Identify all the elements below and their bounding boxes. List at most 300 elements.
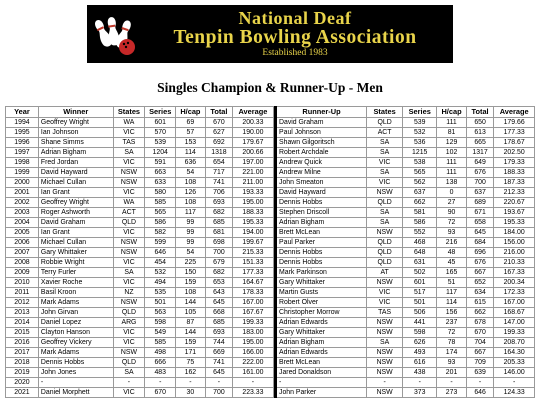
- cell-winner-average: 177.33: [233, 268, 274, 278]
- cell-year: 2016: [6, 338, 39, 348]
- cell-runner-up-average: -: [494, 378, 535, 388]
- cell-winner-total: 693: [205, 328, 232, 338]
- cell-runner-up-name: Andrew Quick: [277, 158, 367, 168]
- cell-winner-total: 682: [205, 268, 232, 278]
- cell-runner-up-series: 586: [403, 218, 437, 228]
- cell-runner-up-state: SA: [367, 338, 403, 348]
- table-row: [6, 378, 535, 388]
- cell-winner-name: Robbie Wright: [38, 258, 113, 268]
- cell-runner-up-name: Martin Gusts: [277, 288, 367, 298]
- cell-runner-up-series: 468: [403, 238, 437, 248]
- cell-runner-up-total: 650: [466, 118, 493, 128]
- cell-winner-state: NSW: [113, 248, 145, 258]
- cell-winner-total: 685: [205, 218, 232, 228]
- cell-winner-hcap: 75: [176, 358, 206, 368]
- cell-year: 1995: [6, 128, 39, 138]
- cell-runner-up-name: Christopher Morrow: [277, 308, 367, 318]
- cell-runner-up-name: Dennis Hobbs: [277, 248, 367, 258]
- cell-runner-up-average: 168.67: [494, 308, 535, 318]
- cell-runner-up-series: 565: [403, 168, 437, 178]
- cell-winner-name: Dennis Hobbs: [38, 358, 113, 368]
- cell-runner-up-series: 539: [403, 118, 437, 128]
- cell-winner-state: QLD: [113, 308, 145, 318]
- cell-winner-name: Daniel Lopez: [38, 318, 113, 328]
- cell-winner-name: Ian Grant: [38, 188, 113, 198]
- cell-runner-up-series: 493: [403, 348, 437, 358]
- cell-runner-up-hcap: 93: [437, 358, 467, 368]
- table-row: [6, 248, 535, 258]
- cell-year: 2010: [6, 278, 39, 288]
- cell-winner-series: 582: [145, 228, 176, 238]
- cell-year: 2012: [6, 298, 39, 308]
- cell-runner-up-average: 177.33: [494, 128, 535, 138]
- cell-winner-hcap: 159: [176, 338, 206, 348]
- cell-runner-up-total: 665: [466, 138, 493, 148]
- cell-year: 1994: [6, 118, 39, 128]
- cell-winner-series: 633: [145, 178, 176, 188]
- cell-winner-total: 681: [205, 228, 232, 238]
- cell-runner-up-series: 373: [403, 388, 437, 398]
- cell-winner-series: 539: [145, 138, 176, 148]
- table-row: [6, 148, 535, 158]
- cell-winner-average: 221.00: [233, 168, 274, 178]
- cell-runner-up-state: QLD: [367, 248, 403, 258]
- cell-year: 2011: [6, 288, 39, 298]
- cell-runner-up-average: 188.33: [494, 168, 535, 178]
- cell-winner-state: VIC: [113, 278, 145, 288]
- cell-winner-hcap: 99: [176, 218, 206, 228]
- cell-runner-up-total: 696: [466, 248, 493, 258]
- cell-runner-up-average: 210.33: [494, 258, 535, 268]
- cell-runner-up-state: SA: [367, 218, 403, 228]
- cell-winner-series: 570: [145, 128, 176, 138]
- col-header-winner-average: Average: [233, 107, 274, 118]
- cell-runner-up-average: 156.00: [494, 238, 535, 248]
- cell-winner-total: 685: [205, 318, 232, 328]
- cell-runner-up-total: 1317: [466, 148, 493, 158]
- cell-winner-average: 215.33: [233, 248, 274, 258]
- cell-winner-average: 166.00: [233, 348, 274, 358]
- cell-winner-series: 563: [145, 308, 176, 318]
- page-title: Singles Champion & Runner-Up - Men: [157, 80, 383, 95]
- cell-runner-up-hcap: 216: [437, 238, 467, 248]
- cell-runner-up-hcap: 138: [437, 178, 467, 188]
- cell-winner-hcap: 144: [176, 298, 206, 308]
- cell-winner-series: 666: [145, 358, 176, 368]
- cell-runner-up-name: Adrian Edwards: [277, 318, 367, 328]
- cell-runner-up-hcap: 111: [437, 168, 467, 178]
- cell-runner-up-total: 671: [466, 208, 493, 218]
- cell-year: 2008: [6, 258, 39, 268]
- cell-runner-up-name: Stephen Driscoll: [277, 208, 367, 218]
- cell-year: 1996: [6, 138, 39, 148]
- cell-runner-up-average: 172.33: [494, 288, 535, 298]
- cell-runner-up-total: 646: [466, 388, 493, 398]
- cell-winner-series: 483: [145, 368, 176, 378]
- cell-runner-up-name: David Graham: [277, 118, 367, 128]
- cell-runner-up-hcap: 90: [437, 208, 467, 218]
- cell-winner-total: 706: [205, 188, 232, 198]
- cell-winner-name: John Jones: [38, 368, 113, 378]
- cell-runner-up-state: NSW: [367, 388, 403, 398]
- cell-winner-average: 178.33: [233, 288, 274, 298]
- cell-runner-up-total: 634: [466, 288, 493, 298]
- cell-winner-total: -: [205, 378, 232, 388]
- cell-runner-up-total: 637: [466, 188, 493, 198]
- cell-winner-name: Shane Simms: [38, 138, 113, 148]
- cell-winner-average: 199.67: [233, 238, 274, 248]
- col-header-winner-hcap: H/cap: [176, 107, 206, 118]
- table-row: [6, 208, 535, 218]
- cell-runner-up-state: QLD: [367, 238, 403, 248]
- cell-year: 2017: [6, 348, 39, 358]
- cell-winner-state: ARG: [113, 318, 145, 328]
- table-row: [6, 188, 535, 198]
- cell-runner-up-name: Shawn Gilgoritsch: [277, 138, 367, 148]
- cell-runner-up-series: 506: [403, 308, 437, 318]
- cell-winner-name: Clayton Hanson: [38, 328, 113, 338]
- cell-winner-total: 693: [205, 198, 232, 208]
- cell-winner-state: WA: [113, 198, 145, 208]
- cell-year: 1999: [6, 168, 39, 178]
- cell-runner-up-average: 202.50: [494, 148, 535, 158]
- cell-runner-up-state: QLD: [367, 258, 403, 268]
- cell-runner-up-state: NSW: [367, 318, 403, 328]
- cell-winner-name: Gary Whittaker: [38, 248, 113, 258]
- cell-winner-hcap: 114: [176, 148, 206, 158]
- col-header-winner-total: Total: [205, 107, 232, 118]
- cell-winner-series: 501: [145, 298, 176, 308]
- cell-runner-up-total: 649: [466, 158, 493, 168]
- cell-runner-up-state: AT: [367, 268, 403, 278]
- cell-winner-state: -: [113, 378, 145, 388]
- cell-runner-up-state: SA: [367, 168, 403, 178]
- cell-runner-up-state: ACT: [367, 128, 403, 138]
- cell-winner-hcap: 126: [176, 188, 206, 198]
- cell-runner-up-total: -: [466, 378, 493, 388]
- cell-winner-hcap: 171: [176, 348, 206, 358]
- cell-winner-average: 195.00: [233, 198, 274, 208]
- cell-winner-state: WA: [113, 118, 145, 128]
- cell-winner-average: 195.00: [233, 338, 274, 348]
- cell-winner-total: 643: [205, 288, 232, 298]
- cell-winner-total: 645: [205, 368, 232, 378]
- cell-runner-up-state: NSW: [367, 348, 403, 358]
- cell-runner-up-name: Adrian Bigham: [277, 218, 367, 228]
- col-header-runner-states: States: [367, 107, 403, 118]
- cell-year: 1997: [6, 148, 39, 158]
- cell-runner-up-series: 538: [403, 158, 437, 168]
- cell-runner-up-name: John Smeaton: [277, 178, 367, 188]
- cell-winner-series: 599: [145, 238, 176, 248]
- cell-runner-up-hcap: 93: [437, 228, 467, 238]
- cell-runner-up-series: 616: [403, 358, 437, 368]
- cell-winner-average: 199.33: [233, 318, 274, 328]
- cell-year: 2000: [6, 178, 39, 188]
- table-row: [6, 158, 535, 168]
- cell-winner-average: 200.33: [233, 118, 274, 128]
- cell-runner-up-state: NSW: [367, 358, 403, 368]
- cell-runner-up-series: 441: [403, 318, 437, 328]
- table-row: [6, 338, 535, 348]
- cell-year: 2005: [6, 228, 39, 238]
- cell-winner-hcap: 54: [176, 168, 206, 178]
- table-row: [6, 348, 535, 358]
- cell-winner-average: 190.00: [233, 128, 274, 138]
- table-row: [6, 298, 535, 308]
- cell-year: 2001: [6, 188, 39, 198]
- cell-runner-up-average: 167.00: [494, 298, 535, 308]
- cell-year: 1998: [6, 158, 39, 168]
- cell-runner-up-hcap: 111: [437, 158, 467, 168]
- col-header-winner-states: States: [113, 107, 145, 118]
- col-header-runner-up: Runner-Up: [277, 107, 367, 118]
- cell-runner-up-series: 598: [403, 328, 437, 338]
- cell-year: 2004: [6, 218, 39, 228]
- cell-winner-name: Roger Ashworth: [38, 208, 113, 218]
- cell-runner-up-name: Brett McLean: [277, 228, 367, 238]
- cell-runner-up-state: VIC: [367, 298, 403, 308]
- cell-winner-average: 164.67: [233, 278, 274, 288]
- cell-runner-up-total: 678: [466, 318, 493, 328]
- cell-runner-up-series: 631: [403, 258, 437, 268]
- results-table: [5, 106, 535, 398]
- cell-winner-name: Ian Johnson: [38, 128, 113, 138]
- cell-winner-name: David Graham: [38, 218, 113, 228]
- table-header-row: [6, 107, 535, 118]
- bowling-pins-and-ball-icon: [93, 11, 139, 57]
- cell-winner-state: NSW: [113, 168, 145, 178]
- table-row: [6, 198, 535, 208]
- cell-winner-hcap: 153: [176, 138, 206, 148]
- cell-winner-average: 211.00: [233, 178, 274, 188]
- cell-runner-up-state: TAS: [367, 308, 403, 318]
- cell-runner-up-series: -: [403, 378, 437, 388]
- cell-runner-up-series: 637: [403, 188, 437, 198]
- cell-winner-hcap: 636: [176, 158, 206, 168]
- cell-winner-average: 183.00: [233, 328, 274, 338]
- table-row: [6, 258, 535, 268]
- cell-runner-up-hcap: 273: [437, 388, 467, 398]
- cell-winner-average: 197.00: [233, 158, 274, 168]
- col-header-runner-total: Total: [466, 107, 493, 118]
- cell-runner-up-total: 613: [466, 128, 493, 138]
- cell-year: 2006: [6, 238, 39, 248]
- cell-runner-up-average: 179.66: [494, 118, 535, 128]
- col-header-winner: Winner: [38, 107, 113, 118]
- cell-winner-total: 653: [205, 278, 232, 288]
- cell-winner-name: Adrian Bigham: [38, 148, 113, 158]
- cell-runner-up-hcap: 102: [437, 148, 467, 158]
- table-row: [6, 118, 535, 128]
- cell-runner-up-hcap: 111: [437, 118, 467, 128]
- table-row: [6, 318, 535, 328]
- cell-winner-state: VIC: [113, 188, 145, 198]
- cell-runner-up-state: SA: [367, 138, 403, 148]
- cell-runner-up-state: NSW: [367, 368, 403, 378]
- cell-winner-state: NZ: [113, 288, 145, 298]
- cell-runner-up-state: NSW: [367, 188, 403, 198]
- cell-winner-total: 744: [205, 338, 232, 348]
- cell-runner-up-series: 552: [403, 228, 437, 238]
- cell-winner-name: David Hayward: [38, 168, 113, 178]
- cell-winner-state: QLD: [113, 358, 145, 368]
- table-row: [6, 168, 535, 178]
- cell-runner-up-hcap: 117: [437, 288, 467, 298]
- cell-winner-total: 700: [205, 248, 232, 258]
- cell-winner-hcap: 99: [176, 228, 206, 238]
- cell-runner-up-total: 670: [466, 328, 493, 338]
- cell-winner-series: 598: [145, 318, 176, 328]
- cell-winner-state: NSW: [113, 348, 145, 358]
- cell-winner-total: 670: [205, 118, 232, 128]
- cell-runner-up-total: 662: [466, 308, 493, 318]
- cell-runner-up-average: 184.00: [494, 228, 535, 238]
- cell-runner-up-total: 652: [466, 278, 493, 288]
- cell-runner-up-series: 662: [403, 198, 437, 208]
- cell-runner-up-total: 658: [466, 218, 493, 228]
- cell-winner-series: 1204: [145, 148, 176, 158]
- cell-winner-series: 585: [145, 338, 176, 348]
- banner-title-line-2: Tenpin Bowling Association: [173, 27, 417, 48]
- cell-runner-up-hcap: 174: [437, 348, 467, 358]
- cell-year: 2019: [6, 368, 39, 378]
- cell-runner-up-state: VIC: [367, 158, 403, 168]
- cell-runner-up-name: Robert Olver: [277, 298, 367, 308]
- cell-runner-up-average: 147.00: [494, 318, 535, 328]
- cell-runner-up-total: 700: [466, 178, 493, 188]
- cell-runner-up-series: 581: [403, 208, 437, 218]
- cell-winner-name: Ian Grant: [38, 228, 113, 238]
- cell-runner-up-average: 199.33: [494, 328, 535, 338]
- cell-runner-up-average: 187.33: [494, 178, 535, 188]
- cell-runner-up-name: Dennis Hobbs: [277, 258, 367, 268]
- cell-winner-hcap: 69: [176, 118, 206, 128]
- cell-runner-up-hcap: 72: [437, 328, 467, 338]
- cell-runner-up-state: SA: [367, 208, 403, 218]
- cell-runner-up-name: Paul Johnson: [277, 128, 367, 138]
- cell-winner-series: 601: [145, 118, 176, 128]
- cell-winner-total: 741: [205, 178, 232, 188]
- cell-winner-series: 580: [145, 188, 176, 198]
- cell-winner-state: QLD: [113, 218, 145, 228]
- cell-runner-up-total: 709: [466, 358, 493, 368]
- cell-winner-total: 645: [205, 298, 232, 308]
- cell-winner-total: 627: [205, 128, 232, 138]
- cell-runner-up-state: QLD: [367, 198, 403, 208]
- cell-winner-average: -: [233, 378, 274, 388]
- cell-winner-series: 549: [145, 328, 176, 338]
- cell-winner-name: Geoffrey Vickery: [38, 338, 113, 348]
- banner-title-line-1: National Deaf: [238, 8, 352, 28]
- cell-runner-up-series: 648: [403, 248, 437, 258]
- cell-winner-total: 679: [205, 258, 232, 268]
- cell-winner-hcap: 87: [176, 318, 206, 328]
- cell-runner-up-hcap: 78: [437, 338, 467, 348]
- cell-runner-up-hcap: 48: [437, 248, 467, 258]
- banner-established: Established 1983: [262, 48, 328, 58]
- cell-runner-up-name: -: [277, 378, 367, 388]
- cell-winner-state: VIC: [113, 388, 145, 398]
- cell-winner-hcap: 162: [176, 368, 206, 378]
- cell-winner-total: 698: [205, 238, 232, 248]
- table-row: [6, 178, 535, 188]
- cell-runner-up-total: 676: [466, 168, 493, 178]
- cell-winner-total: 717: [205, 168, 232, 178]
- cell-winner-series: 532: [145, 268, 176, 278]
- cell-winner-name: Xavier Roche: [38, 278, 113, 288]
- cell-runner-up-state: VIC: [367, 288, 403, 298]
- cell-runner-up-average: 146.00: [494, 368, 535, 378]
- cell-winner-series: 663: [145, 168, 176, 178]
- cell-runner-up-name: David Hayward: [277, 188, 367, 198]
- col-header-winner-series: Series: [145, 107, 176, 118]
- cell-year: 2003: [6, 208, 39, 218]
- cell-runner-up-total: 667: [466, 268, 493, 278]
- cell-runner-up-hcap: 201: [437, 368, 467, 378]
- cell-winner-state: SA: [113, 368, 145, 378]
- cell-winner-average: 200.66: [233, 148, 274, 158]
- cell-winner-state: NSW: [113, 238, 145, 248]
- cell-runner-up-hcap: 81: [437, 128, 467, 138]
- table-row: [6, 268, 535, 278]
- cell-winner-state: SA: [113, 148, 145, 158]
- cell-year: 2002: [6, 198, 39, 208]
- table-row: [6, 328, 535, 338]
- col-header-runner-average: Average: [494, 107, 535, 118]
- cell-runner-up-hcap: 72: [437, 218, 467, 228]
- cell-winner-state: NSW: [113, 178, 145, 188]
- cell-winner-average: 167.00: [233, 298, 274, 308]
- cell-runner-up-name: Dennis Hobbs: [277, 198, 367, 208]
- cell-runner-up-state: NSW: [367, 278, 403, 288]
- cell-runner-up-name: Adrian Edwards: [277, 348, 367, 358]
- cell-runner-up-state: SA: [367, 148, 403, 158]
- cell-winner-series: 565: [145, 208, 176, 218]
- cell-runner-up-average: 179.33: [494, 158, 535, 168]
- cell-winner-hcap: 117: [176, 208, 206, 218]
- cell-winner-hcap: 225: [176, 258, 206, 268]
- cell-runner-up-name: Gary Whittaker: [277, 328, 367, 338]
- table-row: [6, 308, 535, 318]
- cell-runner-up-total: 689: [466, 198, 493, 208]
- cell-winner-name: Terry Furler: [38, 268, 113, 278]
- cell-runner-up-series: 626: [403, 338, 437, 348]
- cell-winner-total: 682: [205, 208, 232, 218]
- cell-winner-name: Geoffrey Wright: [38, 198, 113, 208]
- cell-runner-up-average: 164.30: [494, 348, 535, 358]
- cell-year: 2018: [6, 358, 39, 368]
- cell-winner-hcap: 108: [176, 198, 206, 208]
- cell-runner-up-state: NSW: [367, 328, 403, 338]
- cell-runner-up-average: 124.33: [494, 388, 535, 398]
- cell-runner-up-series: 502: [403, 268, 437, 278]
- cell-winner-hcap: -: [176, 378, 206, 388]
- cell-runner-up-name: Jared Donaldson: [277, 368, 367, 378]
- cell-winner-state: SA: [113, 268, 145, 278]
- cell-winner-state: NSW: [113, 298, 145, 308]
- cell-winner-name: Basil Kroon: [38, 288, 113, 298]
- cell-winner-state: VIC: [113, 228, 145, 238]
- cell-winner-total: 700: [205, 388, 232, 398]
- cell-runner-up-total: 645: [466, 228, 493, 238]
- cell-runner-up-state: QLD: [367, 118, 403, 128]
- cell-runner-up-state: VIC: [367, 178, 403, 188]
- cell-winner-hcap: 159: [176, 278, 206, 288]
- table-row: [6, 288, 535, 298]
- association-banner: [87, 5, 453, 63]
- cell-year: 2021: [6, 388, 39, 398]
